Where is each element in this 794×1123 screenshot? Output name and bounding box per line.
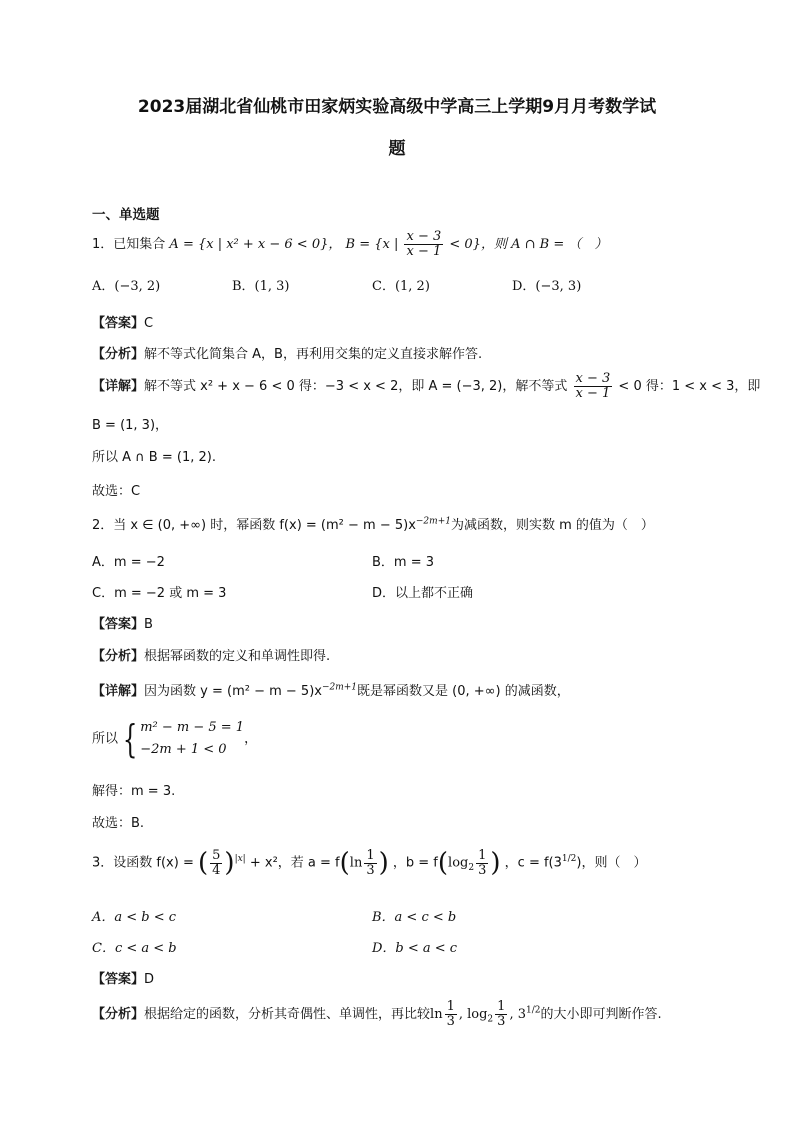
q2-detail-exponent: −2m+1 xyxy=(321,682,358,693)
q1-detail-1b: < 0 得：1 < x < 3，即 xyxy=(618,379,761,394)
q1-conclusion: 故选：C xyxy=(92,484,141,499)
q3-log-numerator: 1 xyxy=(478,847,487,863)
q3-analysis-frac-2 xyxy=(495,1000,507,1029)
title-line-1: 2023届湖北省仙桃市田家炳实验高级中学高三上学期9月月考数学试 xyxy=(137,97,657,117)
q2-stem-text: 2．当 x ∈ (0, +∞) 时，幂函数 f(x) = (m² − m − 5)x xyxy=(92,518,416,533)
q2-stem-exponent: −2m+1 xyxy=(415,516,451,527)
q1-detail-fraction xyxy=(574,372,613,401)
q2-system xyxy=(92,717,257,761)
q2-option-b: B．m = 3 xyxy=(372,555,435,570)
q2-system-eq-2: −2m + 1 < 0 xyxy=(140,742,227,757)
q3-analysis-frac-1 xyxy=(445,1000,457,1029)
q2-detail-1-end: 既是幂函数又是 (0, +∞) 的减函数， xyxy=(357,684,570,699)
q3-c-text: ，c = f(3 xyxy=(504,855,562,871)
q3-analysis-frac-1-den: 3 xyxy=(446,1014,455,1029)
q1-frac-numerator: x − 3 xyxy=(406,229,442,244)
q3-option-d: D．b < a < c xyxy=(372,941,458,956)
analysis-tag: 【分析】 xyxy=(92,347,145,362)
q3-analysis-pre: 根据给定的函数，分析其奇偶性、单调性，再比较 xyxy=(144,1007,431,1022)
q2-stem xyxy=(92,514,654,533)
q1-detail-frac-denominator: x − 1 xyxy=(575,386,611,401)
q2-solve: 解得：m = 3. xyxy=(92,784,176,799)
q2-option-a: A．m = −2 xyxy=(92,555,165,570)
q3-c-exponent: 1/2 xyxy=(561,854,577,865)
q3-analysis-end: 的大小即可判断作答. xyxy=(540,1007,662,1022)
q2-analysis xyxy=(92,645,330,664)
q2-system-equations xyxy=(140,717,244,761)
q2-conclusion: 故选：B. xyxy=(92,816,145,831)
q2-so: 所以 xyxy=(92,731,119,747)
q2-detail-1: 因为函数 y = (m² − m − 5)x xyxy=(144,684,322,699)
q3-analysis-log: , log xyxy=(458,1007,488,1022)
q3-ln-numerator: 1 xyxy=(366,847,375,863)
q2-option-c: C．m = −2 或 m = 3 xyxy=(92,586,227,601)
q3-b-text: ，b = f xyxy=(392,855,438,871)
q3-log-denominator: 3 xyxy=(478,862,487,878)
detail-tag: 【详解】 xyxy=(92,684,145,699)
q1-analysis-text: 解不等式化简集合 A，B，再利用交集的定义直接求解作答. xyxy=(144,347,483,362)
q3-answer xyxy=(92,968,154,987)
q1-answer-value: C xyxy=(144,316,154,331)
q2-stem-end: 为减函数，则实数 m 的值为（ ） xyxy=(450,518,654,533)
q1-stem-pre: 1．已知集合 xyxy=(92,237,166,252)
answer-tag: 【答案】 xyxy=(92,316,145,331)
q3-analysis-c-exp: 1/2 xyxy=(525,1005,541,1016)
q1-option-d: D．(−3, 3) xyxy=(512,279,582,294)
q1-detail-line-2: B = (1, 3)， xyxy=(92,418,169,433)
q3-analysis-frac-2-den: 3 xyxy=(497,1014,506,1029)
title-line-2: 题 xyxy=(388,139,406,159)
q1-set-b-pre: B = {x | xyxy=(345,237,399,252)
answer-tag: 【答案】 xyxy=(92,617,145,632)
q2-analysis-text: 根据幂函数的定义和单调性即得. xyxy=(144,649,331,664)
q3-analysis-log-base: 2 xyxy=(487,1014,494,1025)
q3-base-denominator: 4 xyxy=(212,862,221,878)
q2-option-d: D．以上都不正确 xyxy=(372,586,474,601)
analysis-tag: 【分析】 xyxy=(92,649,145,664)
q3-option-b: B．a < c < b xyxy=(372,910,457,925)
q1-option-a: A．(−3, 2) xyxy=(92,279,161,294)
brace-icon: { xyxy=(122,717,138,761)
q3-stem-mid: + x²，若 a = f xyxy=(249,855,340,871)
q1-option-c: C．(1, 2) xyxy=(372,279,430,294)
q1-detail-line-1 xyxy=(92,372,760,401)
q3-stem: 3．设函数 f(x) = ( $\frac{5}{4}$ )$^{|x|}$ + x²，若 a = f(ln $\frac{1}{3}$ ) ，$b = f(\log_2$ $\frac{1}{3}$ ) ，$c = f(3^{1/2})$，则（ ） xyxy=(92,847,647,878)
q3-ln-denominator: 3 xyxy=(366,862,375,878)
q2-system-end: ， xyxy=(244,731,258,747)
q3-option-c: C．c < a < b xyxy=(92,941,177,956)
q1-set-b-post: < 0}，则 xyxy=(449,237,507,252)
q1-set-a: A = {x | x² + x − 6 < 0}， xyxy=(169,237,342,252)
q3-ln: ln xyxy=(349,855,363,871)
q3-base-numerator: 5 xyxy=(212,847,221,863)
q3-log-fraction xyxy=(476,849,488,878)
q3-analysis-frac-1-num: 1 xyxy=(446,999,455,1014)
q1-answer xyxy=(92,312,153,331)
q2-answer xyxy=(92,613,153,632)
q3-base-exponent: |x| xyxy=(234,854,246,865)
q3-option-a: A．a < b < c xyxy=(92,910,177,925)
answer-tag: 【答案】 xyxy=(92,972,145,987)
q3-analysis-frac-2-num: 1 xyxy=(497,999,506,1014)
q1-detail-1a: 解不等式 x² + x − 6 < 0 得：−3 < x < 2，即 A = (−3, 2)，解不等式 xyxy=(144,379,568,394)
q3-ln-fraction xyxy=(364,849,376,878)
q3-stem-pre: 3．设函数 f(x) = xyxy=(92,855,194,871)
detail-tag: 【详解】 xyxy=(92,379,145,394)
q1-stem-end: A ∩ B = （ ） xyxy=(511,237,608,252)
q1-detail-frac-numerator: x − 3 xyxy=(575,371,611,386)
section-heading: 一、单选题 xyxy=(92,207,160,223)
q3-log: log xyxy=(448,855,469,871)
q1-analysis xyxy=(92,343,482,362)
q1-option-b: B．(1, 3) xyxy=(232,279,290,294)
q1-frac-denominator: x − 1 xyxy=(406,244,442,259)
q1-detail-line-3: 所以 A ∩ B = (1, 2). xyxy=(92,450,216,465)
q3-answer-value: D xyxy=(144,972,155,987)
q1-set-b-fraction xyxy=(404,230,443,259)
q3-log-base: 2 xyxy=(468,863,475,874)
document-title xyxy=(60,86,734,170)
q3-analysis xyxy=(92,1000,662,1029)
q3-analysis-c: , 3 xyxy=(509,1007,526,1022)
q3-analysis-ln: ln xyxy=(430,1007,443,1022)
q3-stem-end: )，则（ ） xyxy=(576,855,647,871)
analysis-tag: 【分析】 xyxy=(92,1007,145,1022)
q1-stem xyxy=(92,230,607,259)
q3-base-fraction xyxy=(210,849,222,878)
q2-answer-value: B xyxy=(144,617,153,632)
q2-system-eq-1: m² − m − 5 = 1 xyxy=(140,720,245,735)
q2-detail-line-1 xyxy=(92,680,570,699)
